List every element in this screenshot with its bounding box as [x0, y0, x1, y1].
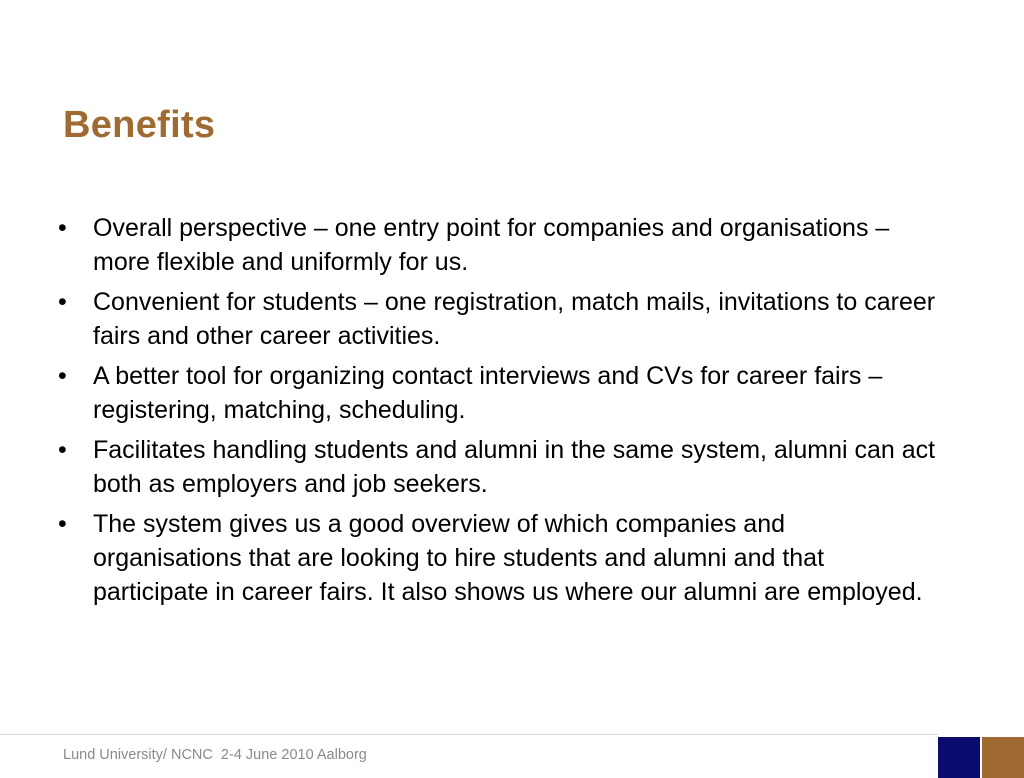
bullet-dot-icon: • — [58, 214, 67, 242]
bullet-dot-icon: • — [58, 510, 67, 538]
bullet-item — [58, 211, 938, 279]
bullet-item — [58, 359, 938, 427]
footer-brown-block — [982, 737, 1024, 778]
bullet-text: A better tool for organizing contact interviews and CVs for career fairs – registering, matching, scheduling. — [93, 362, 883, 424]
bullet-item — [58, 507, 938, 609]
footer-blue-block — [938, 737, 980, 778]
bullet-text: Overall perspective – one entry point for companies and organisations – more flexible and uniformly for us. — [93, 214, 890, 276]
bullet-item — [58, 285, 938, 353]
footer-divider — [0, 734, 938, 735]
bullet-text: Facilitates handling students and alumni in the same system, alumni can act both as employers and job seekers. — [93, 436, 936, 498]
bullet-dot-icon: • — [58, 288, 67, 316]
bullet-text: The system gives us a good overview of which companies and organisations that are looking to hire students and alumni and that participate in career fairs. It also shows us where our alumni are employed. — [93, 510, 923, 606]
bullet-item — [58, 433, 938, 501]
bullet-dot-icon: • — [58, 436, 67, 464]
bullet-list — [58, 211, 938, 615]
bullet-dot-icon: • — [58, 362, 67, 390]
footer-text: Lund University/ NCNC 2-4 June 2010 Aalborg — [63, 747, 367, 763]
slide-title: Benefits — [63, 104, 216, 146]
bullet-text: Convenient for students – one registration, match mails, invitations to career fairs and other career activities. — [93, 288, 936, 350]
